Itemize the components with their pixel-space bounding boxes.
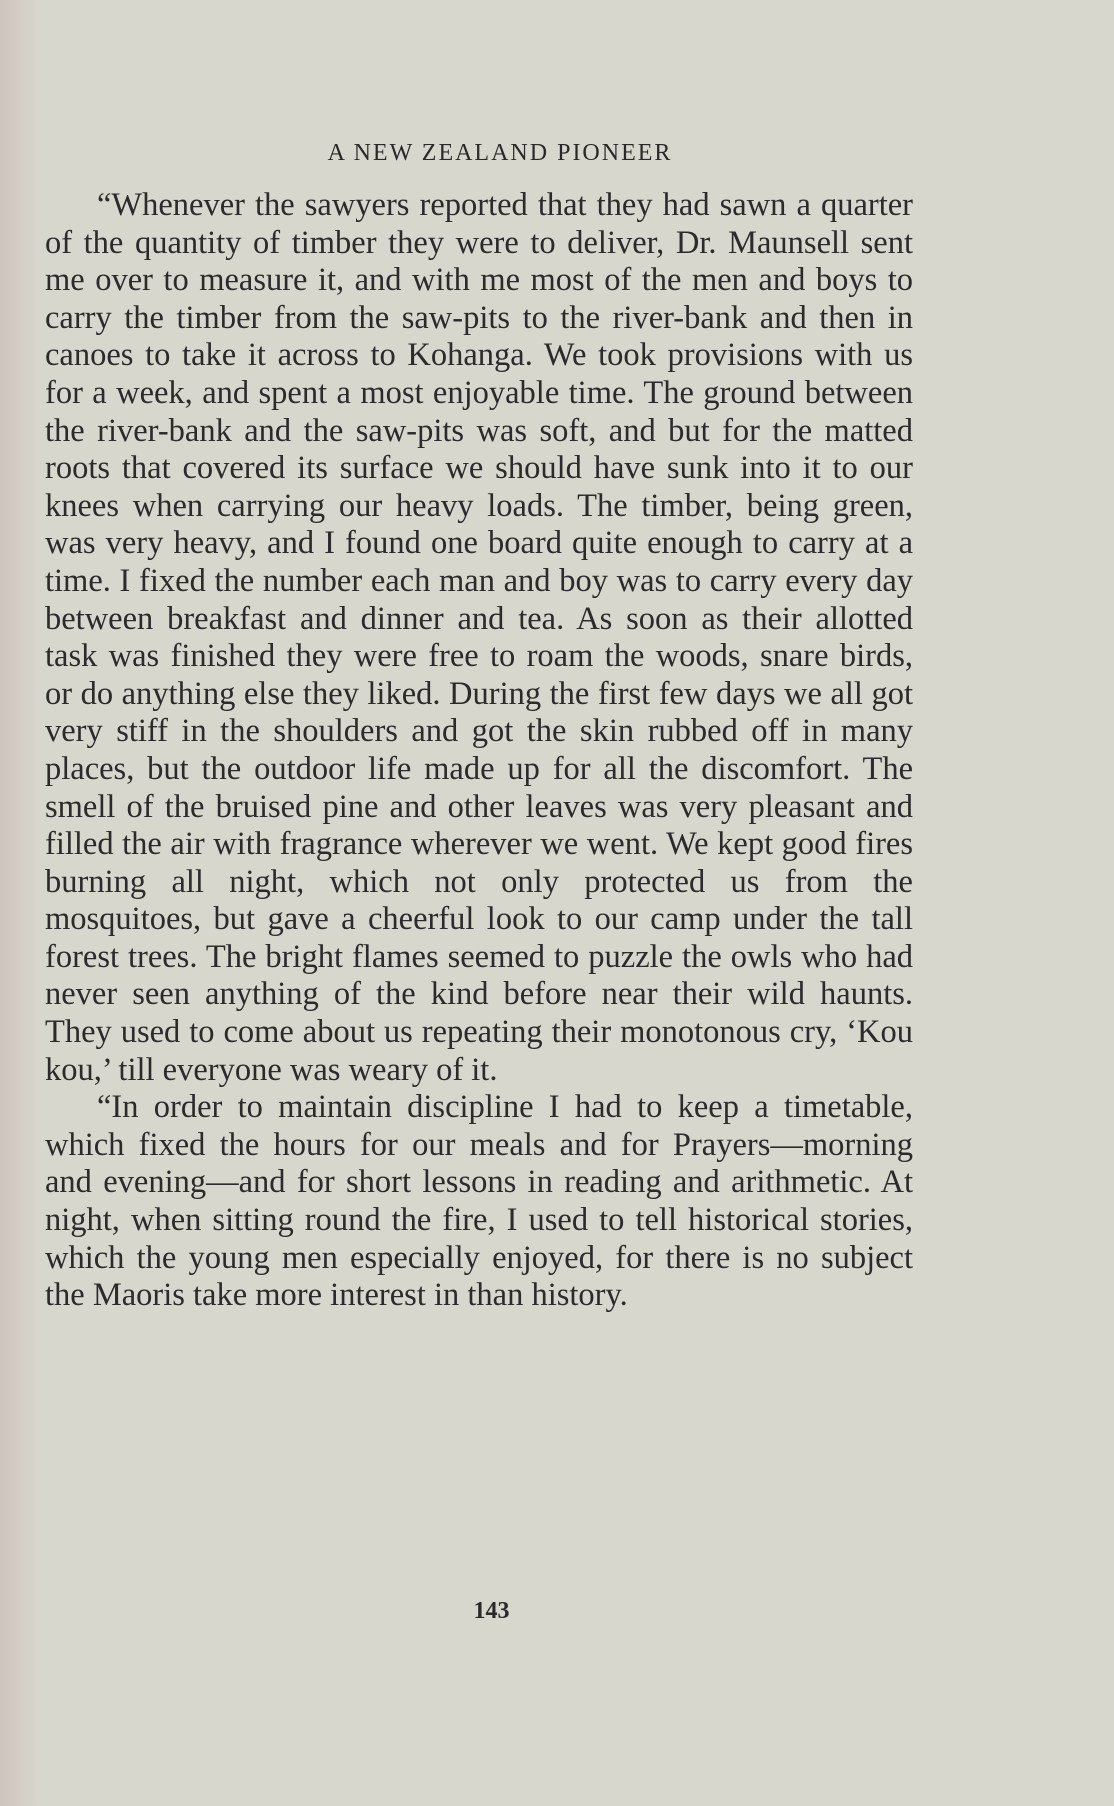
paragraph-1: “Whenever the sawyers reported that they had sawn a quarter of the quantity of timber they were to deliver, Dr. Maunsell sent me over to measure it, and with me most of the men and boys to carry the timber from the saw-pits to the river-bank and then in canoes to take it across to Kohanga. We took provisions with us for a week, and spent a most enjoyable time. The ground between the river-bank and the saw-pits was soft, and but for the matted roots that covered its surface we should have sunk into it to our knees when carrying our heavy loads. The timber, being green, was very heavy, and I found one board quite enough to carry at a time. I fixed the number each man and boy was to carry every day between breakfast and dinner and tea. As soon as their allotted task was finished they were free to roam the woods, snare birds, or do anything else they liked. During the first few days we all got very stiff in the shoulders and got the skin rubbed off in many places, but the outdoor life made up for all the discomfort. The smell of the bruised pine and other leaves was very pleasant and filled the air with fragrance wherever we went. We kept good fires burning all night, which not only protected us from the mosquitoes, but gave a cheerful look to our camp under the tall forest trees. The bright flames seemed to puzzle the owls who had never seen anything of the kind before near their wild haunts. They used to come about us repeating their monotonous cry, ‘Kou kou,’ till everyone was weary of it. <box>45 187 913 1088</box>
body-text <box>45 187 913 1315</box>
running-title: A NEW ZEALAND PIONEER <box>327 140 673 166</box>
paragraph-2: “In order to maintain discipline I had to keep a timetable, which fixed the hours for our meals and for Prayers—morning and evening—and for short lessons in reading and arithmetic. At night, when sitting round the fire, I used to tell historical stories, which the young men especially enjoyed, for there is no subject the Maoris take more interest in than history. <box>45 1089 913 1314</box>
page-edge-shadow <box>0 0 40 1806</box>
page-number: 143 <box>473 1598 510 1624</box>
